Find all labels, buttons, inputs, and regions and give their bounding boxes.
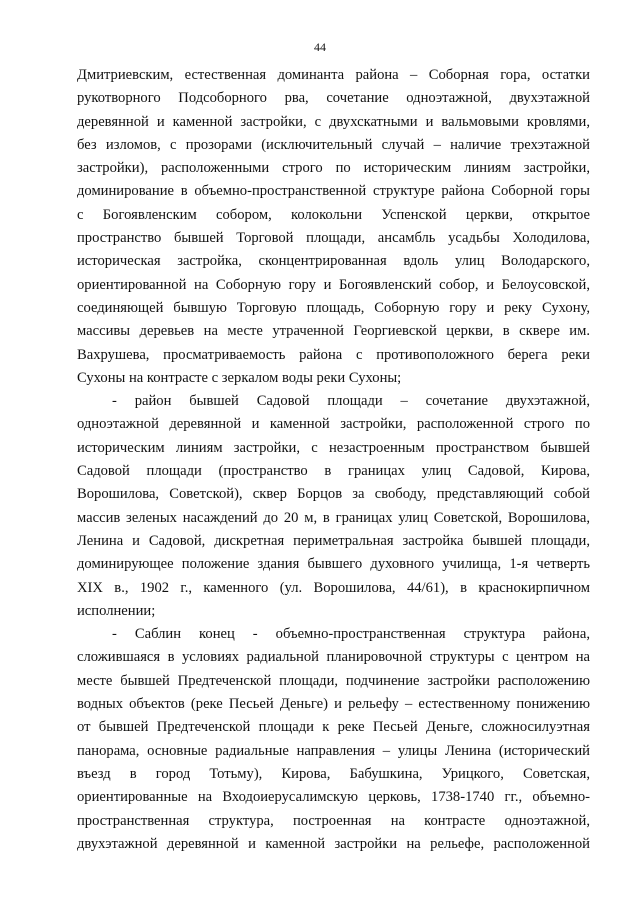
text-line: историческая застройка, сконцентрированная вдоль улиц Володарского, [77,253,590,270]
text-line: Дмитриевским, естественная доминанта района – Соборная гора, остатки [77,67,590,83]
page-number: 44 [314,40,326,54]
text-line: Садовой площади (пространство в границах улиц Садовой, Кирова, [77,463,590,480]
text-line: месте бывшей Предтеченской площади, подчинение застройки расположению [77,672,590,689]
text-line: панорама, основные радиальные направления – улицы Ленина (исторический [77,742,590,759]
text-line: ориентированные на Входоиерусалимскую церковь, 1738-1740 гг., объемно- [77,789,590,806]
text-line: Сухоны на контрасте с зеркалом воды реки Сухоны; [77,369,402,386]
text-line: пространство бывшей Торговой площади, ансамбль усадьбы Холодилова, [77,230,590,247]
text-line: - Саблин конец - объемно-пространственная структура района, [112,626,590,643]
text-line: соединяющей бывшую Торговую площадь, Соборную гору и реку Сухону, [77,299,590,316]
text-line: пространственная структура, построенная на контрасте одноэтажной, [77,812,590,829]
text-line: ориентированной на Соборную гору и Богоявленский собор, и Белоусовской, [77,276,590,293]
text-line: доминирование в объемно-пространственной структуре района Соборной горы [77,183,590,200]
text-line: историческим линиям застройки, с незастроенным пространством бывшей [77,439,590,456]
text-line: с Богоявленским собором, колокольни Успенской церкви, открытое [77,206,590,223]
text-line: застройки), расположенными строго по историческим линиям застройки, [77,160,590,177]
text-line: без изломов, с прозорами (исключительный случай – наличие трехэтажной [77,136,590,153]
text-line: Вахрушева, просматриваемость района с противоположного берега реки [77,346,590,363]
text-line: массив зеленых насаждений до 20 м, в границах улиц Советской, Ворошилова, [77,509,590,526]
text-line: массивы деревьев на месте утраченной Георгиевской церкви, в сквере им. [77,323,590,340]
text-line: XIX в., 1902 г., каменного (ул. Ворошилова, 44/61), в краснокирпичном [77,579,590,596]
text-line: Ворошилова, Советской), сквер Борцов за свободу, представляющий собой [77,486,590,503]
text-line: водных объектов (реке Песьей Деньге) и рельефу – естественному понижению [77,696,590,713]
text-line: рукотворного Подсоборного рва, сочетание одноэтажной, двухэтажной [77,90,590,107]
text-line: доминирующее положение здания бывшего духовного училища, 1-я четверть [77,556,590,573]
text-line: сложившаяся в условиях радиальной планировочной структуры с центром на [77,649,590,666]
text-line: исполнении; [77,602,156,619]
text-line: двухэтажной деревянной и каменной застройки на рельефе, расположенной [77,835,590,852]
body-text [77,64,590,856]
text-line: Ленина и Садовой, дискретная периметральная застройка бывшей площади, [77,532,590,549]
text-line: одноэтажной деревянной и каменной застройки, расположенной строго по [77,416,590,433]
text-line: - район бывшей Садовой площади – сочетание двухэтажной, [112,393,590,410]
text-line: деревянной и каменной застройки, с двухскатными и вальмовыми кровлями, [77,113,590,130]
text-line: от бывшей Предтеченской площади к реке Песьей Деньге, сложносилуэтная [77,719,590,736]
text-line: въезд в город Тотьму), Кирова, Бабушкина, Урицкого, Советская, [77,765,590,782]
